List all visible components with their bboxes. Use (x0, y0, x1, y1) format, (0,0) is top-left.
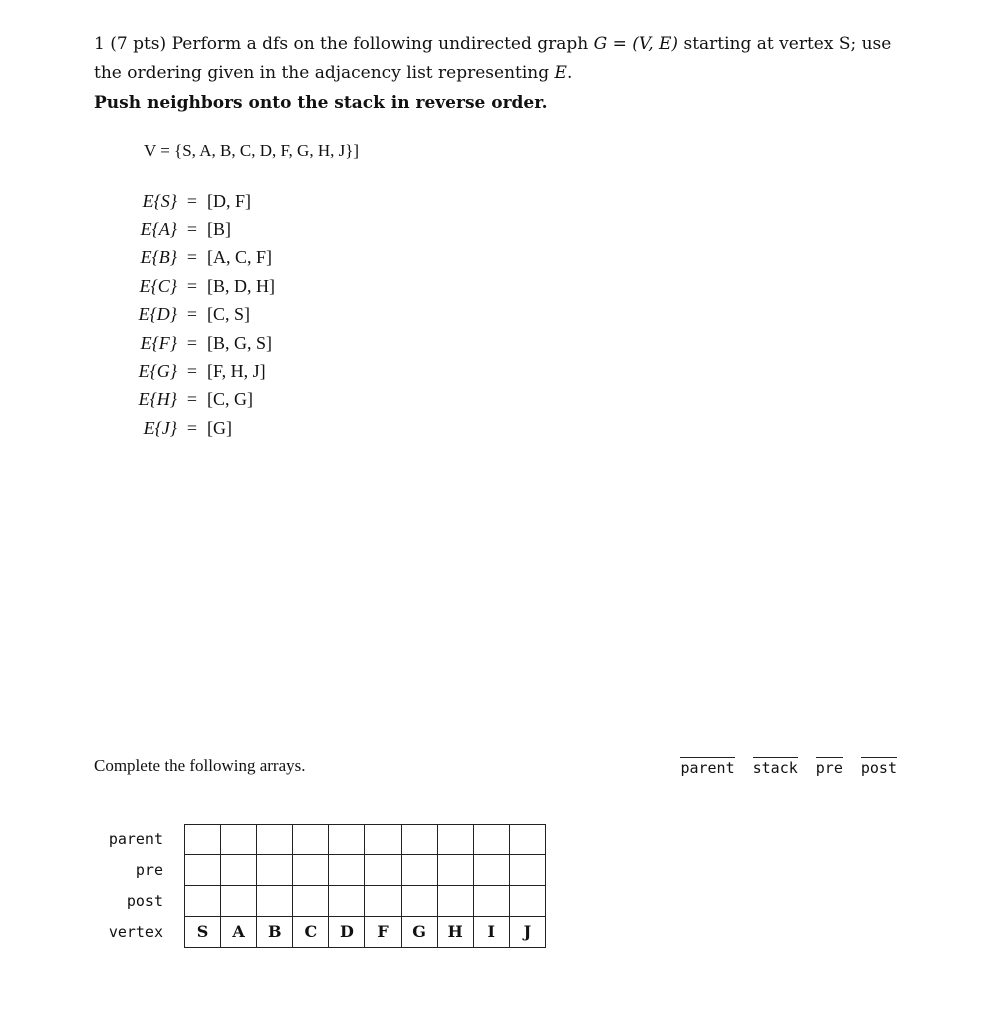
answer-cell[interactable] (221, 824, 257, 855)
adjacency-vertex: E{H} (138, 389, 177, 410)
legend-pre: pre (815, 759, 843, 777)
equals-sign: = (186, 332, 198, 353)
vertex-cell: J (510, 917, 546, 948)
answer-cell[interactable] (257, 855, 293, 886)
array-row-post (94, 886, 546, 917)
adjacency-neighbors: [C, S] (207, 304, 251, 325)
adjacency-row (100, 187, 275, 215)
adjacency-vertex: E{J} (143, 417, 177, 438)
answer-cell[interactable] (510, 886, 546, 917)
vertex-cell: H (438, 917, 474, 948)
answer-cell[interactable] (329, 824, 365, 855)
adjacency-neighbors: [C, G] (207, 389, 253, 410)
answer-cell[interactable] (365, 855, 401, 886)
adjacency-row (100, 386, 275, 414)
edge-symbol: E (554, 63, 567, 83)
answer-cell[interactable] (438, 886, 474, 917)
problem-points: (7 pts) (110, 34, 167, 54)
problem-text-b: starting at vertex S; use the ordering given in the adjacency list representing (94, 34, 892, 83)
problem-number: 1 (94, 34, 105, 54)
vertex-cell: S (185, 917, 221, 948)
vertex-cell: F (365, 917, 401, 948)
adjacency-row (100, 272, 275, 300)
problem-statement (94, 30, 914, 88)
vertex-cell: C (293, 917, 329, 948)
answer-cell[interactable] (402, 824, 438, 855)
equals-sign: = (186, 190, 198, 211)
array-cells (184, 917, 546, 948)
equals-sign: = (186, 304, 198, 325)
adjacency-neighbors: [F, H, J] (207, 361, 266, 382)
array-row-vertex (94, 917, 546, 948)
answer-cell[interactable] (474, 855, 510, 886)
array-label: vertex (108, 923, 163, 941)
adjacency-vertex: E{C} (139, 275, 177, 296)
answer-cell[interactable] (185, 886, 221, 917)
array-label: post (126, 892, 163, 910)
adjacency-row (100, 244, 275, 272)
adjacency-list (100, 187, 275, 443)
answer-cell[interactable] (185, 824, 221, 855)
array-cells (184, 886, 546, 917)
adjacency-vertex: E{D} (138, 304, 177, 325)
adjacency-neighbors: [D, F] (207, 190, 251, 211)
adjacency-vertex: E{G} (138, 361, 177, 382)
answer-cell[interactable] (438, 824, 474, 855)
legend-parent: parent (680, 759, 735, 777)
answer-cell[interactable] (293, 886, 329, 917)
array-row-parent (94, 824, 546, 855)
equals-sign: = (186, 219, 198, 240)
answer-cell[interactable] (293, 824, 329, 855)
adjacency-vertex: E{F} (140, 332, 177, 353)
answer-cell[interactable] (365, 886, 401, 917)
equals-sign: = (186, 417, 198, 438)
answer-cell[interactable] (329, 886, 365, 917)
array-label: parent (108, 830, 163, 848)
legend-stack: stack (752, 759, 798, 777)
answer-cell[interactable] (257, 886, 293, 917)
answer-cell[interactable] (365, 824, 401, 855)
array-row-pre (94, 855, 546, 886)
array-label: pre (135, 861, 163, 879)
answer-cell[interactable] (402, 855, 438, 886)
adjacency-row (100, 301, 275, 329)
adjacency-vertex: E{S} (142, 190, 177, 211)
equals-sign: = (186, 361, 198, 382)
adjacency-neighbors: [B, D, H] (207, 275, 275, 296)
answer-cell[interactable] (510, 855, 546, 886)
equals-sign: = (186, 275, 198, 296)
legend (680, 757, 897, 777)
vertex-cell: B (257, 917, 293, 948)
answer-cell[interactable] (257, 824, 293, 855)
legend-post: post (860, 759, 897, 777)
equals-sign: = (186, 389, 198, 410)
vertex-set: V = {S, A, B, C, D, F, G, H, J}] (144, 141, 360, 160)
vertex-cell: I (474, 917, 510, 948)
vertex-cell: A (221, 917, 257, 948)
equals-sign: = (186, 247, 198, 268)
answer-cell[interactable] (474, 886, 510, 917)
adjacency-neighbors: [B, G, S] (207, 332, 273, 353)
answer-cell[interactable] (402, 886, 438, 917)
adjacency-neighbors: [G] (207, 417, 232, 438)
adjacency-row (100, 215, 275, 243)
adjacency-row (100, 414, 275, 442)
vertex-cell: G (402, 917, 438, 948)
problem-text-a: Perform a dfs on the following undirected graph (171, 34, 594, 54)
adjacency-row (100, 357, 275, 385)
answer-cell[interactable] (185, 855, 221, 886)
array-cells (184, 824, 546, 855)
array-cells (184, 855, 546, 886)
adjacency-neighbors: [A, C, F] (207, 247, 273, 268)
vertex-cell: D (329, 917, 365, 948)
answer-cell[interactable] (474, 824, 510, 855)
answer-cell[interactable] (438, 855, 474, 886)
answer-cell[interactable] (221, 855, 257, 886)
complete-arrays-text: Complete the following arrays. (94, 756, 306, 775)
instruction-text: Push neighbors onto the stack in reverse order. (94, 93, 548, 113)
problem-text-end: . (566, 63, 573, 83)
graph-expression: G = (V, E) (593, 34, 679, 54)
answer-arrays-table (94, 824, 546, 948)
answer-cell[interactable] (221, 886, 257, 917)
adjacency-vertex: E{A} (140, 219, 177, 240)
adjacency-row (100, 329, 275, 357)
answer-cell[interactable] (329, 855, 365, 886)
answer-cell[interactable] (293, 855, 329, 886)
adjacency-vertex: E{B} (140, 247, 177, 268)
adjacency-neighbors: [B] (207, 219, 231, 240)
answer-cell[interactable] (510, 824, 546, 855)
